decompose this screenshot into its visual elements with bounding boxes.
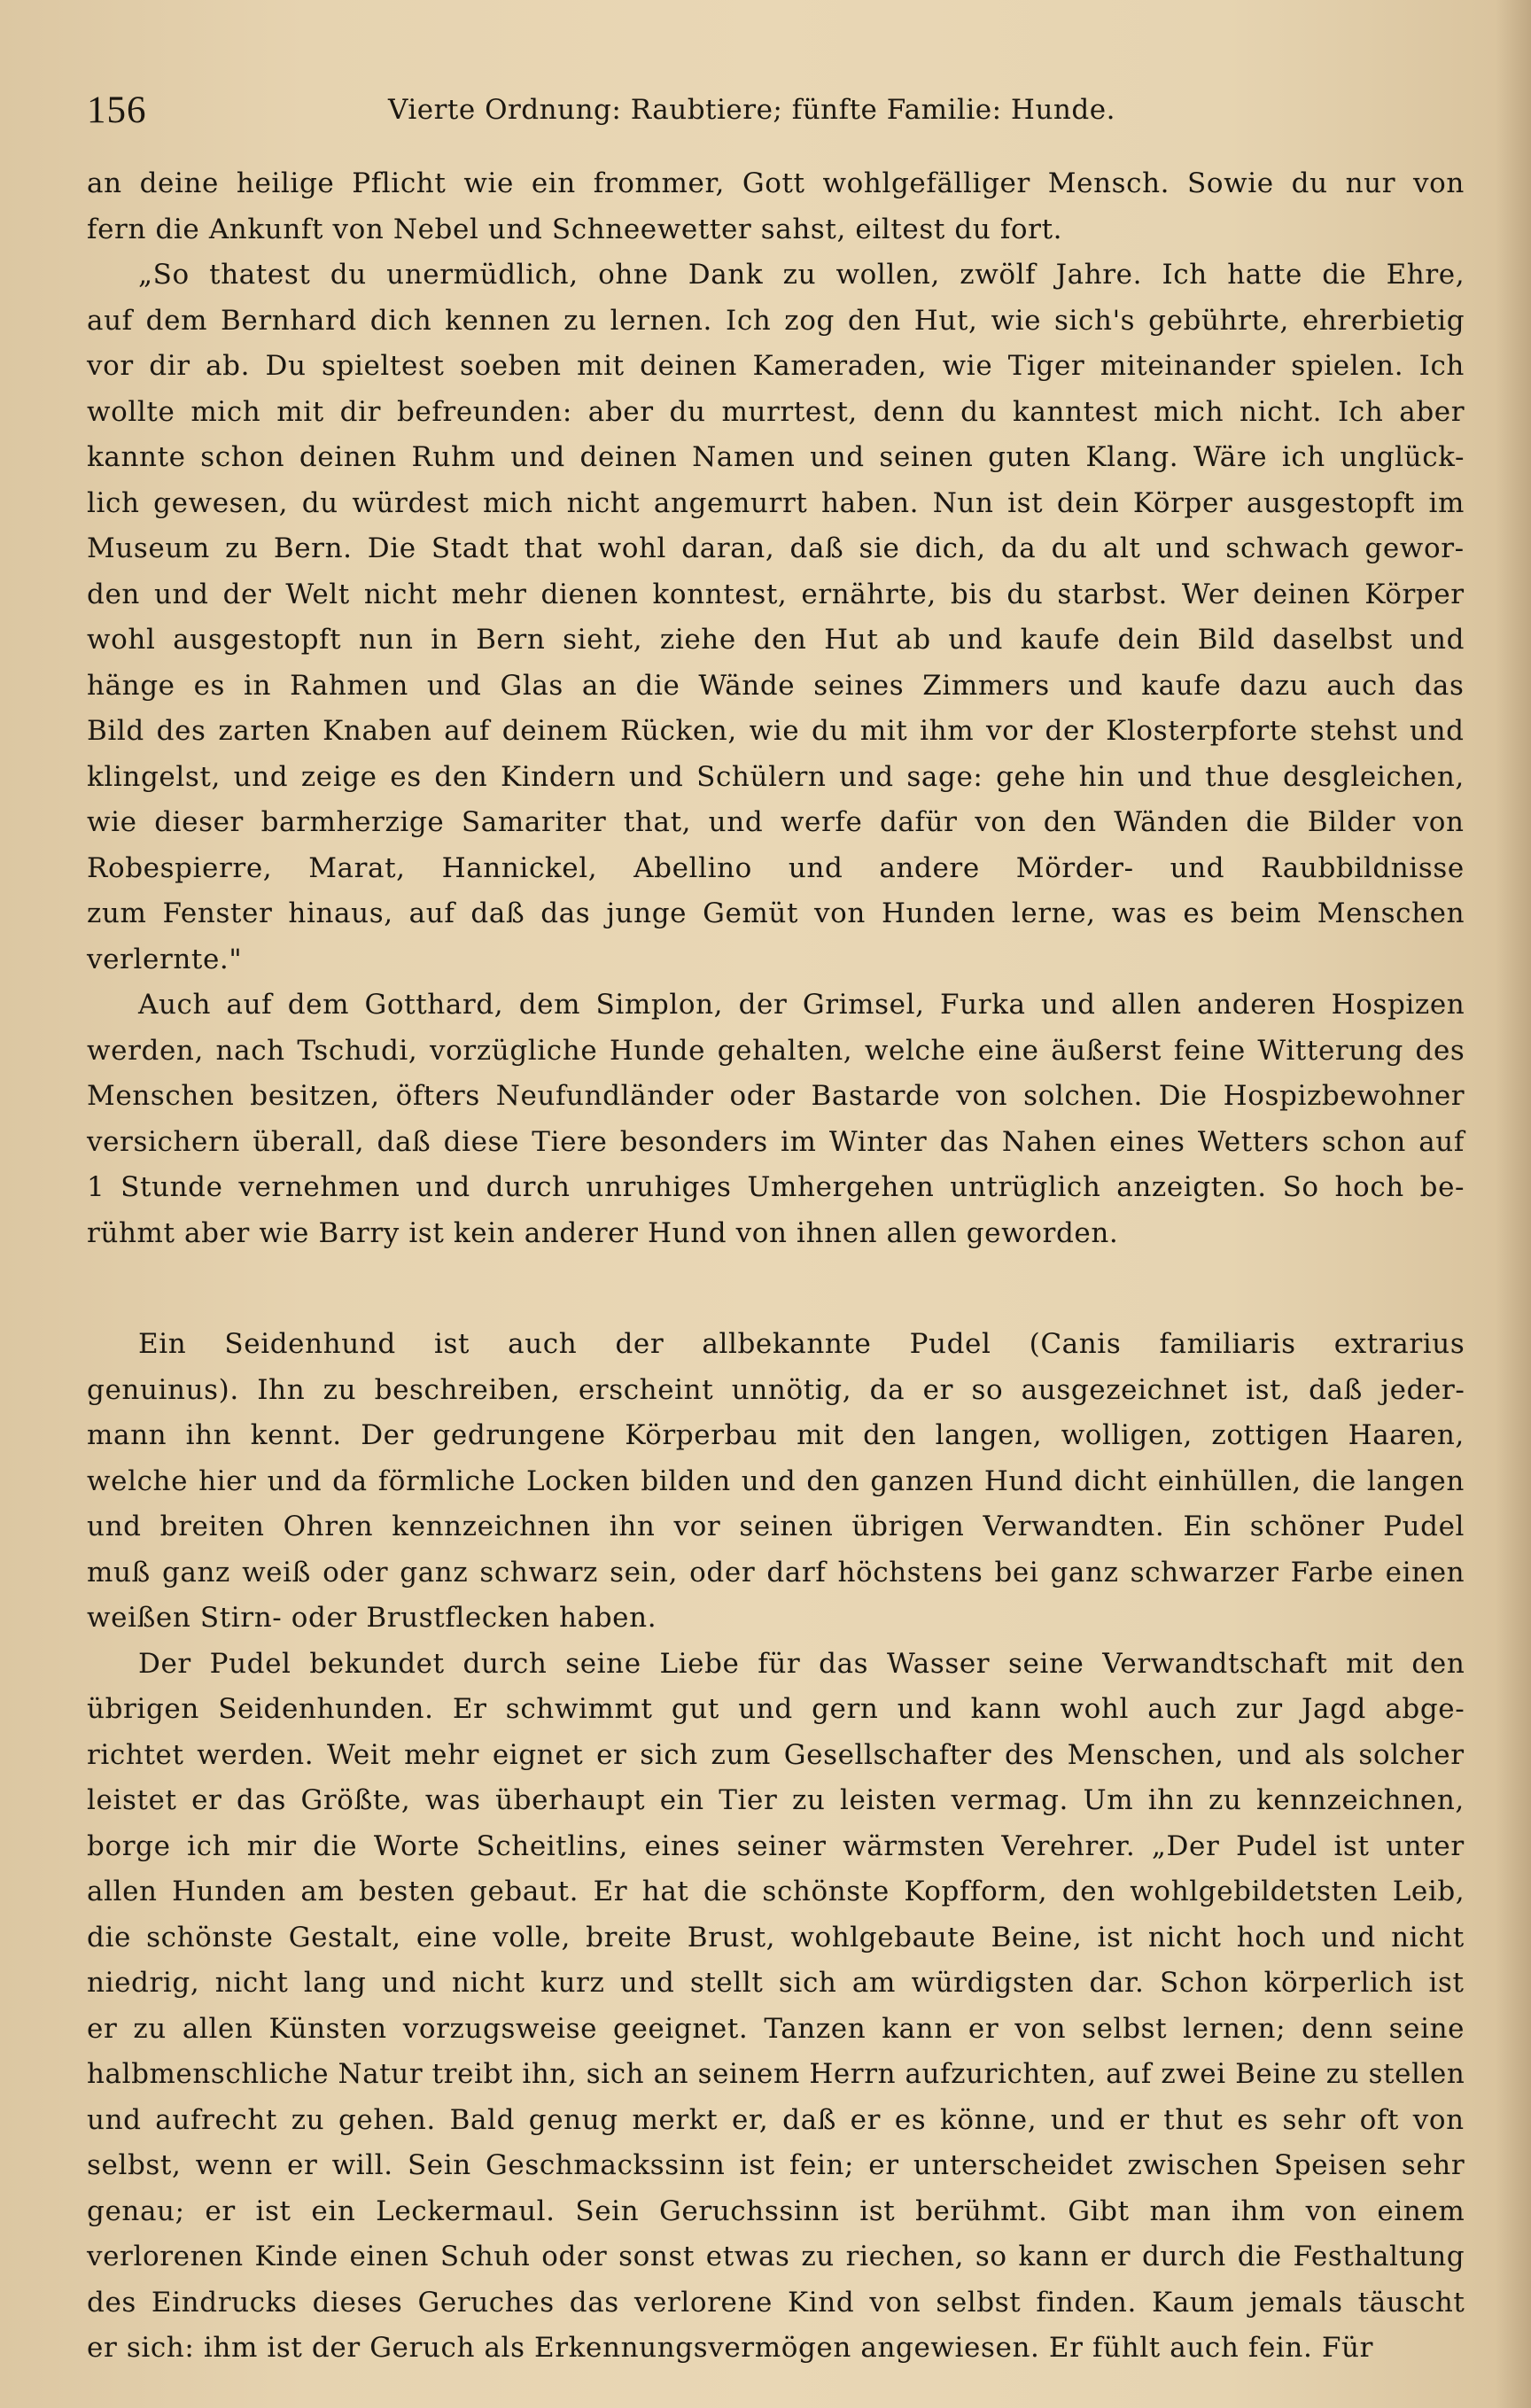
text-line: er sich: ihm ist der Geruch als Erkennungsvermögen angewiesen. Er fühlt auch fein. Für (87, 2332, 1373, 2364)
page-edge-shadow (1496, 0, 1531, 2408)
text-line: fern die Ankunft von Nebel und Schneewetter sahst, eiltest du fort. (87, 213, 1063, 245)
text-line: halbmenschliche Natur treibt ihn, sich an seinem Herrn aufzurichten, auf zwei Beine zu stellen (87, 2058, 1465, 2090)
paragraph (87, 1322, 1465, 1642)
text-line: mann ihn kennt. Der gedrungene Körperbau mit den langen, wolligen, zottigen Haaren, (87, 1419, 1465, 1451)
text-line: zum Fenster hinaus, auf daß das junge Gemüt von Hunden lerne, was es beim Menschen (87, 897, 1465, 929)
text-line: Museum zu Bern. Die Stadt that wohl daran, daß sie dich, da du alt und schwach gewor- (87, 532, 1465, 564)
paragraph (87, 161, 1465, 252)
text-line: Ein Seidenhund ist auch der allbekannte Pudel (Canis familiaris extrarius (138, 1328, 1465, 1360)
text-line: kannte schon deinen Ruhm und deinen Namen und seinen guten Klang. Wäre ich unglück- (87, 441, 1465, 473)
text-line: genuinus). Ihn zu beschreiben, erscheint unnötig, da er so ausgezeichnet ist, daß jeder- (87, 1373, 1465, 1406)
text-line: richtet werden. Weit mehr eignet er sich zum Gesellschafter des Menschen, und als solcher (87, 1738, 1465, 1771)
text-line: leistet er das Größte, was überhaupt ein Tier zu leisten vermag. Um ihn zu kennzeichnen, (87, 1784, 1465, 1816)
text-line: verlorenen Kinde einen Schuh oder sonst etwas zu riechen, so kann er durch die Festhaltung (87, 2241, 1465, 2272)
running-title: Vierte Ordnung: Raubtiere; fünfte Familie: Hunde. (388, 94, 1115, 126)
text-line: die schönste Gestalt, eine volle, breite Brust, wohlgebaute Beine, ist nicht hoch und nicht (87, 1921, 1465, 1954)
text-line: den und der Welt nicht mehr dienen konntest, ernährte, bis du starbst. Wer deinen Körper (87, 578, 1465, 610)
text-line: rühmt aber wie Barry ist kein anderer Hund von ihnen allen geworden. (87, 1216, 1119, 1249)
text-line: wollte mich mit dir befreunden: aber du murrtest, denn du kanntest mich nicht. Ich aber (87, 395, 1465, 428)
text-line: niedrig, nicht lang und nicht kurz und stellt sich am würdigsten dar. Schon körperlich ist (87, 1967, 1465, 1999)
text-line: wie dieser barmherzige Samariter that, und werfe dafür von den Wänden die Bilder von (87, 806, 1465, 838)
text-line: genau; er ist ein Leckermaul. Sein Geruchssinn ist berühmt. Gibt man ihm von einem (87, 2194, 1465, 2227)
text-line: übrigen Seidenhunden. Er schwimmt gut und gern und kann wohl auch zur Jagd abge- (87, 1693, 1465, 1725)
book-page (87, 0, 1465, 2408)
text-line: lich gewesen, du würdest mich nicht angemurrt haben. Nun ist dein Körper ausgestopft im (87, 486, 1465, 519)
text-line: Bild des zarten Knaben auf deinem Rücken, wie du mit ihm vor der Klosterpforte stehst und (87, 715, 1465, 747)
text-line: versichern überall, daß diese Tiere besonders im Winter das Nahen eines Wetters schon auf (87, 1125, 1465, 1158)
text-line: wohl ausgestopft nun in Bern sieht, ziehe den Hut ab und kaufe dein Bild daselbst und (87, 624, 1465, 656)
section-gap (87, 1256, 1465, 1322)
text-line: klingelst, und zeige es den Kindern und Schülern und sage: gehe hin und thue desgleichen, (87, 760, 1465, 793)
text-line: Auch auf dem Gotthard, dem Simplon, der Grimsel, Furka und allen anderen Hospizen (138, 989, 1465, 1021)
text-line: selbst, wenn er will. Sein Geschmackssinn ist fein; er unterscheidet zwischen Speisen sehr (87, 2149, 1465, 2181)
text-line: er zu allen Künsten vorzugsweise geeignet. Tanzen kann er von selbst lernen; denn seine (87, 2012, 1465, 2045)
text-line: an deine heilige Pflicht wie ein frommer, Gott wohlgefälliger Mensch. Sowie du nur von (87, 167, 1465, 199)
text-line: und aufrecht zu gehen. Bald genug merkt er, daß er es könne, und er thut es sehr oft von (87, 2103, 1465, 2136)
text-line: vor dir ab. Du spieltest soeben mit deinen Kameraden, wie Tiger miteinander spielen. Ich (87, 350, 1465, 382)
text-line: auf dem Bernhard dich kennen zu lernen. Ich zog den Hut, wie sich's gebührte, ehrerbietig (87, 304, 1465, 337)
paragraph (87, 252, 1465, 983)
text-line: verlernte." (87, 943, 243, 975)
page-number: 156 (87, 89, 147, 131)
paragraph (87, 1642, 1465, 2372)
text-line: und breiten Ohren kennzeichnen ihn vor seinen übrigen Verwandten. Ein schöner Pudel (87, 1511, 1465, 1542)
page-header (87, 89, 1465, 142)
paragraph (87, 983, 1465, 1256)
text-line: hänge es in Rahmen und Glas an die Wände seines Zimmers und kaufe dazu auch das (87, 669, 1465, 702)
text-line: Der Pudel bekundet durch seine Liebe für das Wasser seine Verwandtschaft mit den (138, 1647, 1465, 1680)
text-line: muß ganz weiß oder ganz schwarz sein, oder darf höchstens bei ganz schwarzer Farbe einen (87, 1556, 1465, 1589)
text-line: 1 Stunde vernehmen und durch unruhiges Umhergehen untrüglich anzeigten. So hoch be- (87, 1171, 1465, 1203)
text-line: werden, nach Tschudi, vorzügliche Hunde gehalten, welche eine äußerst feine Witterung des (87, 1034, 1465, 1067)
text-line: Menschen besitzen, öfters Neufundländer oder Bastarde von solchen. Die Hospizbewohner (87, 1080, 1465, 1112)
text-line: des Eindrucks dieses Geruches das verlorene Kind von selbst finden. Kaum jemals täuscht (87, 2286, 1465, 2319)
text-line: borge ich mir die Worte Scheitlins, eines seiner wärmsten Verehrer. „Der Pudel ist unter (87, 1829, 1465, 1862)
text-line: weißen Stirn- oder Brustflecken haben. (87, 1602, 657, 1634)
body-text (87, 161, 1465, 2372)
text-line: welche hier und da förmliche Locken bilden und den ganzen Hund dicht einhüllen, die langen (87, 1464, 1465, 1497)
text-line: Robespierre, Marat, Hannickel, Abellino und andere Mörder- und Raubbildnisse (87, 851, 1465, 884)
text-line: „So thatest du unermüdlich, ohne Dank zu wollen, zwölf Jahre. Ich hatte die Ehre, (138, 259, 1465, 291)
text-line: allen Hunden am besten gebaut. Er hat die schönste Kopfform, den wohlgebildetsten Leib, (87, 1876, 1465, 1907)
